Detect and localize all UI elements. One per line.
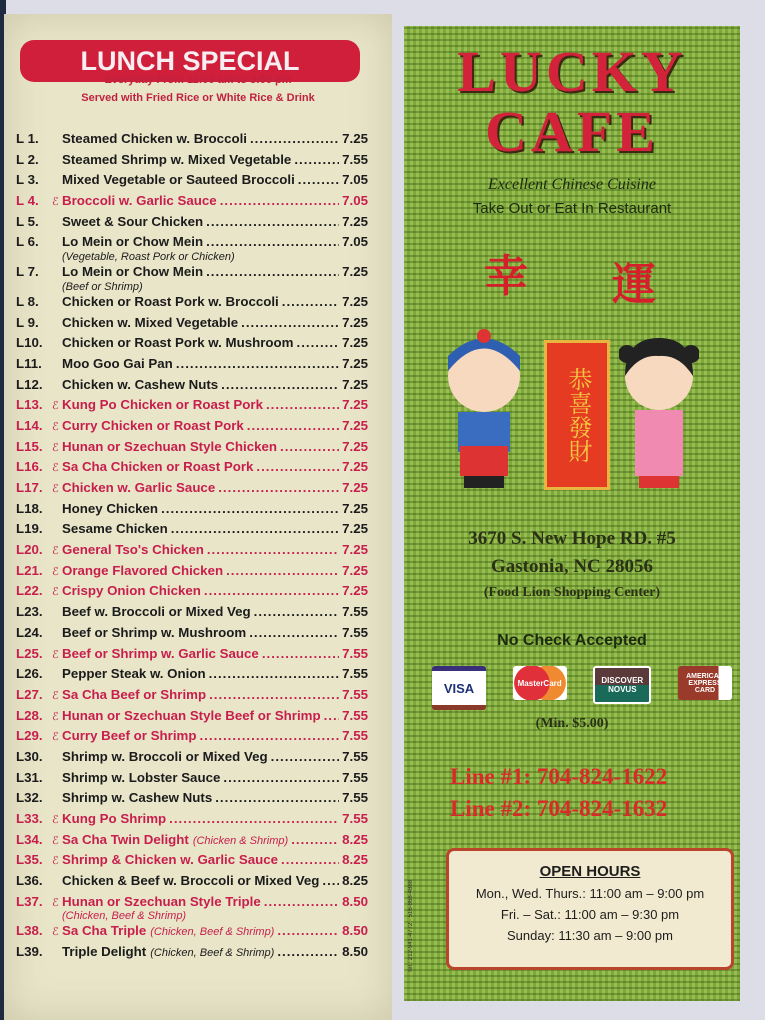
item-price: 8.25 [342, 873, 368, 889]
open-hours-box [446, 848, 734, 970]
item-price: 7.25 [342, 376, 368, 392]
dot-leader [171, 521, 339, 536]
dot-leader [226, 563, 339, 578]
dot-leader [223, 770, 339, 785]
item-name: Chicken or Roast Pork w. Broccoli [62, 293, 279, 309]
item-code: L 6. [16, 234, 39, 250]
dot-leader [199, 728, 339, 743]
menu-item [16, 131, 368, 152]
dot-leader [277, 923, 339, 938]
item-code: L28. [16, 707, 43, 723]
item-code: L 1. [16, 131, 39, 146]
item-name: Sa Cha Chicken or Roast Pork [62, 459, 254, 475]
dot-leader [298, 172, 339, 187]
dot-leader [291, 832, 339, 847]
menu-item [16, 728, 368, 749]
dot-leader [264, 894, 339, 909]
menu-item [16, 480, 368, 501]
card-minimum: (Min. $5.00) [535, 716, 609, 731]
spicy-pepper-icon: ℰ [52, 926, 59, 939]
item-code: L35. [16, 852, 43, 868]
item-name: Pepper Steak w. Onion [62, 666, 206, 682]
menu-item [16, 749, 368, 770]
open-hours-title: OPEN HOURS [539, 863, 641, 880]
item-name: Steamed Chicken w. Broccoli [62, 131, 247, 146]
menu-item [16, 832, 368, 853]
item-code: L27. [16, 686, 43, 702]
item-name: Hunan or Szechuan Style Triple [62, 893, 261, 909]
item-code: L 8. [16, 293, 39, 309]
girl-illustration-icon [619, 326, 699, 496]
menu-item [16, 604, 368, 625]
address-line1: 3670 S. New Hope RD. #5 [468, 528, 676, 549]
item-price: 7.05 [342, 234, 368, 250]
menu-item [16, 521, 368, 542]
item-price: 7.55 [342, 151, 368, 167]
menu-item [16, 790, 368, 811]
dot-leader [207, 542, 339, 557]
item-price: 8.50 [342, 923, 368, 939]
item-name: Triple Delight [62, 944, 147, 960]
spicy-pepper-icon: ℰ [52, 196, 59, 209]
menu-item [16, 172, 368, 193]
item-note: (Chicken & Shrimp) [192, 834, 289, 847]
spicy-pepper-icon: ℰ [52, 648, 59, 661]
item-price: 7.55 [342, 748, 368, 764]
item-code: L39. [16, 944, 43, 960]
spicy-pepper-icon: ℰ [52, 689, 59, 702]
dot-leader [206, 264, 339, 279]
item-price: 7.05 [342, 193, 368, 209]
item-code: L37. [16, 893, 43, 909]
hours-fri-sat: Fri. – Sat.: 11:00 am – 9:30 pm [500, 907, 680, 922]
item-name: Sa Cha Triple [62, 923, 147, 939]
item-code: L15. [16, 438, 43, 454]
menu-item [16, 687, 368, 708]
item-price: 7.55 [342, 666, 368, 682]
greeting-scroll: 恭喜發財 [544, 340, 610, 490]
item-price: 7.55 [342, 624, 368, 640]
item-subnote: (Chicken, Beef & Shrimp) [62, 910, 187, 923]
item-code: L22. [16, 583, 43, 599]
item-code: L30. [16, 748, 43, 764]
spicy-pepper-icon: ℰ [52, 731, 59, 744]
item-name: Shrimp w. Broccoli or Mixed Veg [62, 748, 268, 764]
dot-leader [176, 356, 339, 371]
menu-item [16, 335, 368, 356]
spicy-pepper-icon: ℰ [52, 400, 59, 413]
item-code: L 2. [16, 151, 39, 167]
chinese-char-luck: 幸 [484, 252, 528, 301]
menu-item [16, 852, 368, 873]
item-price: 7.25 [342, 314, 368, 330]
item-price: 7.25 [342, 417, 368, 433]
cafe-info-panel [404, 26, 740, 1001]
item-code: L38. [16, 923, 43, 939]
menu-item [16, 294, 368, 315]
item-code: L26. [16, 666, 43, 682]
item-code: L10. [16, 335, 43, 351]
item-code: L24. [16, 624, 43, 640]
item-name: Kung Po Shrimp [62, 811, 167, 826]
menu-item [16, 811, 368, 832]
phone-line-2[interactable]: Line #2: 704-824-1632 [450, 796, 668, 821]
dot-leader [256, 459, 339, 474]
cafe-name-line1: LUCKY [457, 39, 687, 104]
spicy-pepper-icon: ℰ [52, 855, 59, 868]
item-code: L14. [16, 417, 43, 433]
item-code: L 7. [16, 264, 39, 280]
dot-leader [221, 377, 339, 392]
visa-card-icon: VISA [432, 666, 486, 710]
item-code: L 4. [16, 193, 39, 209]
item-name: Sa Cha Twin Delight [62, 831, 189, 847]
menu-item [16, 646, 368, 667]
dot-leader [206, 234, 339, 249]
hours-weekday: Mon., Wed. Thurs.: 11:00 am – 9:00 pm [475, 886, 705, 901]
item-name: Chicken w. Cashew Nuts [62, 376, 219, 392]
item-price: 7.25 [342, 542, 368, 558]
item-code: L 3. [16, 172, 39, 188]
dot-leader [250, 131, 339, 146]
item-code: L21. [16, 562, 43, 578]
item-name: Curry Chicken or Roast Pork [62, 417, 244, 433]
item-price: 8.25 [342, 831, 368, 847]
dot-leader [277, 944, 339, 959]
item-name: Chicken or Roast Pork w. Mushroom [62, 335, 294, 351]
item-name: Shrimp w. Cashew Nuts [62, 790, 213, 806]
dot-leader [282, 294, 339, 309]
spicy-pepper-icon: ℰ [52, 834, 59, 847]
dot-leader [220, 193, 339, 208]
menu-item [16, 356, 368, 377]
menu-item [16, 439, 368, 460]
item-note: (Chicken, Beef & Shrimp) [150, 947, 275, 960]
dot-leader [281, 852, 339, 867]
no-check-notice: No Check Accepted [497, 632, 647, 649]
dot-leader [204, 583, 339, 598]
hours-sunday: Sunday: 11:30 am – 9:00 pm [507, 928, 673, 943]
item-name: Orange Flavored Chicken [62, 562, 224, 578]
menu-item [16, 666, 368, 687]
menu-item [16, 583, 368, 604]
dot-leader [218, 480, 339, 495]
item-code: L 9. [16, 314, 39, 330]
dot-leader [322, 873, 339, 888]
dot-leader [209, 687, 339, 702]
item-code: L20. [16, 542, 43, 558]
spicy-pepper-icon: ℰ [52, 586, 59, 599]
item-name: Steamed Shrimp w. Mixed Vegetable [62, 151, 292, 167]
item-name: Sa Cha Beef or Shrimp [62, 686, 207, 702]
item-name: Honey Chicken [62, 500, 159, 516]
chinese-char-fortune: 運 [612, 260, 656, 309]
item-price: 7.25 [342, 521, 368, 537]
dot-leader [215, 790, 339, 805]
item-name: Curry Beef or Shrimp [62, 728, 197, 744]
item-name: Crispy Onion Chicken [62, 583, 201, 599]
item-subnote: (Beef or Shrimp) [62, 280, 143, 293]
item-name: Kung Po Chicken or Roast Pork [62, 397, 263, 413]
item-code: L12. [16, 376, 43, 392]
item-price: 8.50 [342, 893, 368, 909]
service-text: Take Out or Eat In Restaurant [472, 200, 672, 217]
dot-leader [169, 811, 339, 826]
spicy-pepper-icon: ℰ [52, 462, 59, 475]
item-code: L36. [16, 873, 43, 889]
spicy-pepper-icon: ℰ [52, 896, 59, 909]
menu-item [16, 193, 368, 214]
item-code: L23. [16, 604, 43, 620]
item-price: 7.25 [342, 293, 368, 309]
dot-leader [254, 604, 339, 619]
boy-illustration-icon [444, 326, 524, 496]
item-price: 7.55 [342, 707, 368, 723]
dot-leader [297, 335, 340, 350]
item-name: Hunan or Szechuan Style Beef or Shrimp [62, 707, 321, 723]
lunch-special-panel [4, 14, 392, 1020]
item-name: Lo Mein or Chow Mein [62, 234, 204, 250]
mastercard-icon: MasterCard [513, 666, 567, 700]
item-name: Beef or Shrimp w. Garlic Sauce [62, 645, 259, 661]
item-price: 7.55 [342, 645, 368, 661]
item-price: 7.25 [342, 480, 368, 495]
item-price: 7.55 [342, 686, 368, 702]
dot-leader [271, 749, 339, 764]
item-name: Lo Mein or Chow Mein [62, 264, 204, 280]
dot-leader [262, 646, 339, 661]
menu-item [16, 152, 368, 173]
item-price: 7.25 [342, 213, 368, 229]
item-price: 7.55 [342, 811, 368, 826]
menu-list [16, 131, 368, 965]
item-code: L19. [16, 521, 43, 537]
spicy-pepper-icon: ℰ [52, 814, 59, 826]
address-line3: (Food Lion Shopping Center) [483, 585, 661, 600]
menu-item [16, 625, 368, 646]
item-price: 7.55 [342, 604, 368, 620]
item-price: 7.55 [342, 728, 368, 744]
item-code: L29. [16, 728, 43, 744]
item-price: 7.25 [342, 459, 368, 475]
spicy-pepper-icon: ℰ [52, 565, 59, 578]
accepted-cards [432, 666, 732, 710]
item-price: 7.25 [342, 264, 368, 280]
item-code: L16. [16, 459, 43, 475]
spicy-pepper-icon: ℰ [52, 710, 59, 723]
item-price: 7.25 [342, 438, 368, 454]
spicy-pepper-icon: ℰ [52, 441, 59, 454]
item-name: Chicken w. Garlic Sauce [62, 480, 216, 495]
item-price: 7.25 [342, 397, 368, 413]
item-code: L 5. [16, 213, 39, 229]
hours-note: Everyday From 11:00 am to 3:00 pm [104, 74, 292, 86]
item-name: Moo Goo Gai Pan [62, 355, 173, 371]
discover-novus-icon: DISCOVER NOVUS [593, 666, 651, 704]
item-price: 7.25 [342, 583, 368, 599]
menu-item [16, 708, 368, 729]
menu-item [16, 563, 368, 584]
menu-item [16, 397, 368, 418]
item-note: (Chicken, Beef & Shrimp) [150, 926, 275, 939]
item-price: 7.25 [342, 562, 368, 578]
menu-item [16, 459, 368, 480]
item-code: L31. [16, 769, 43, 785]
item-price: 7.25 [342, 355, 368, 371]
item-name: Sweet & Sour Chicken [62, 213, 204, 229]
item-price: 7.55 [342, 769, 368, 785]
dot-leader [249, 625, 339, 640]
menu-item [16, 377, 368, 398]
menu-item [16, 501, 368, 522]
spicy-pepper-icon: ℰ [52, 483, 59, 495]
item-name: Hunan or Szechuan Style Chicken [62, 438, 278, 454]
served-note: Served with Fried Rice or White Rice & Drink [81, 92, 315, 104]
item-code: L18. [16, 500, 43, 516]
item-name: Chicken & Beef w. Broccoli or Mixed Veg [62, 873, 320, 889]
dot-leader [209, 666, 340, 681]
cafe-name-line2: CAFE [485, 99, 659, 164]
american-express-icon: AMERICAN EXPRESS CARD [678, 666, 732, 700]
menu-item [16, 923, 368, 944]
item-code: L33. [16, 811, 43, 826]
dot-leader [280, 439, 339, 454]
item-name: Beef w. Broccoli or Mixed Veg [62, 604, 251, 620]
dot-leader [266, 397, 339, 412]
dot-leader [324, 708, 340, 723]
spicy-pepper-icon: ℰ [52, 545, 59, 558]
item-code: L17. [16, 480, 43, 495]
item-price: 7.55 [342, 790, 368, 806]
item-price: 7.25 [342, 500, 368, 516]
menu-item [16, 873, 368, 894]
menu-item [16, 214, 368, 235]
dot-leader [241, 315, 339, 330]
item-code: L34. [16, 831, 43, 847]
item-name: Shrimp & Chicken w. Garlic Sauce [62, 852, 279, 868]
menu-item [16, 315, 368, 336]
item-code: L32. [16, 790, 43, 806]
item-code: L11. [16, 355, 42, 371]
item-name: Beef or Shrimp w. Mushroom [62, 624, 247, 640]
item-price: 8.50 [342, 944, 368, 960]
item-code: L13. [16, 397, 43, 413]
menu-item [16, 418, 368, 439]
dot-leader [161, 501, 339, 516]
menu-item [16, 770, 368, 791]
dot-leader [294, 152, 339, 167]
item-name: Mixed Vegetable or Sauteed Broccoli [62, 172, 295, 188]
phone-line-1[interactable]: Line #1: 704-824-1622 [450, 764, 668, 789]
menu-item [16, 944, 368, 965]
item-price: 7.25 [342, 131, 368, 146]
item-name: Chicken w. Mixed Vegetable [62, 314, 239, 330]
dot-leader [247, 418, 339, 433]
item-name: General Tso's Chicken [62, 542, 204, 558]
item-name: Broccoli w. Garlic Sauce [62, 193, 217, 209]
tagline: Excellent Chinese Cuisine [488, 176, 656, 193]
menu-item [16, 542, 368, 563]
item-price: 7.05 [342, 172, 368, 188]
item-price: 8.25 [342, 852, 368, 868]
item-subnote: (Vegetable, Roast Pork or Chicken) [62, 251, 235, 264]
printer-credit: Tel.: 212-941-4772 · 516-868-4888 [408, 880, 414, 973]
lunch-special-title: LUNCH SPECIAL [20, 40, 360, 82]
item-code: L25. [16, 645, 43, 661]
item-name: Sesame Chicken [62, 521, 168, 537]
spicy-pepper-icon: ℰ [52, 420, 59, 433]
item-name: Shrimp w. Lobster Sauce [62, 769, 221, 785]
dot-leader [206, 214, 339, 229]
item-price: 7.25 [342, 335, 368, 351]
address-line2: Gastonia, NC 28056 [490, 556, 654, 577]
